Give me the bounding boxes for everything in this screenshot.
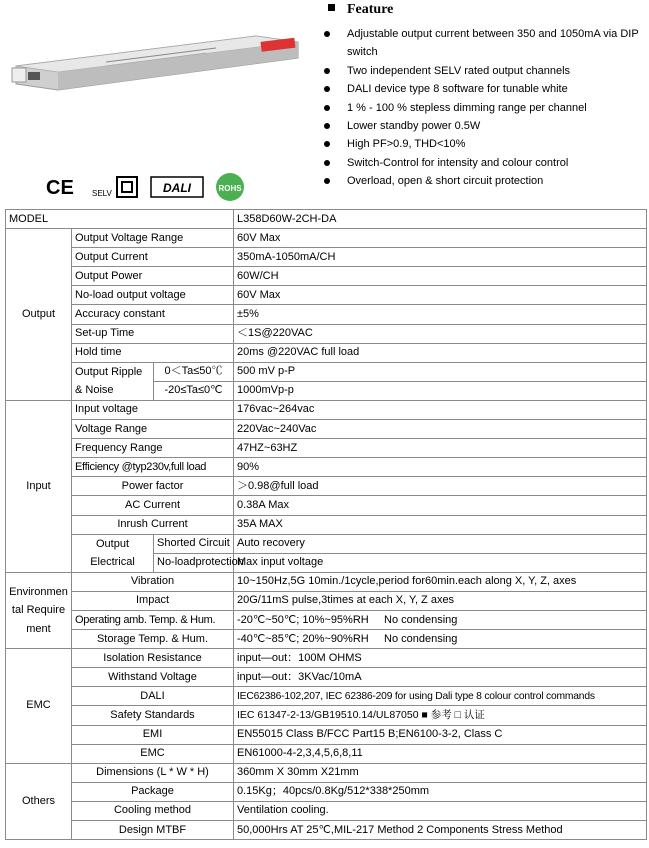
table-row	[6, 496, 647, 515]
bullet-icon	[324, 178, 330, 184]
table-row	[6, 343, 647, 362]
spec-label: EMI	[72, 725, 234, 744]
bullet-icon	[324, 31, 330, 37]
feature-title: Feature	[328, 2, 393, 18]
spec-label: Vibration	[72, 572, 234, 591]
spec-value: ＜1S@220VAC	[234, 324, 647, 343]
table-row	[6, 591, 647, 610]
spec-value: input—out：3KVac/10mA	[234, 668, 647, 687]
feature-item: Adjustable output current between 350 and 1050mA via DIP switch	[322, 25, 642, 62]
spec-value: EN61000-4-2,3,4,5,6,8,11	[234, 744, 647, 763]
spec-label: DALI	[72, 687, 234, 706]
table-row	[6, 801, 647, 820]
spec-value: ±5%	[234, 305, 647, 324]
protection-type: No-loadprotection	[154, 553, 234, 572]
spec-value: EN55015 Class B/FCC Part15 B;EN6100-3-2, Class C	[234, 725, 647, 744]
spec-label: Voltage Range	[72, 420, 234, 439]
spec-label: Accuracy constant	[72, 305, 234, 324]
table-row	[6, 821, 647, 840]
spec-label: Operating amb. Temp. & Hum.	[72, 610, 234, 629]
spec-label: Inrush Current	[72, 515, 234, 534]
spec-value: 20ms @220VAC full load	[234, 343, 647, 362]
ripple-condition: 0＜Ta≤50℃	[154, 362, 234, 381]
spec-label: Safety Standards	[72, 706, 234, 725]
table-row	[6, 248, 647, 267]
spec-value: 50,000Hrs AT 25℃,MIL-217 Method 2 Components Stress Method	[234, 821, 647, 840]
table-row	[6, 610, 647, 629]
feature-item: Switch-Control for intensity and colour control	[322, 154, 642, 172]
table-row	[6, 267, 647, 286]
table-row	[6, 400, 647, 419]
feature-item: High PF>0.9, THD<10%	[322, 135, 642, 153]
bullet-icon	[324, 123, 330, 129]
group-environmental: Environmental Requirement	[6, 572, 72, 648]
spec-label: No-load output voltage	[72, 286, 234, 305]
spec-value: 10~150Hz,5G 10min./1cycle,period for60min.each along X, Y, Z, axes	[234, 572, 647, 591]
feature-list	[322, 25, 642, 191]
table-row	[6, 362, 647, 381]
spec-value: 20G/11mS pulse,3times at each X, Y, Z axes	[234, 591, 647, 610]
ce-mark: CE	[46, 177, 74, 199]
table-row	[6, 477, 647, 496]
table-row	[6, 458, 647, 477]
bullet-icon	[324, 105, 330, 111]
table-row	[6, 668, 647, 687]
table-row	[6, 687, 647, 706]
spec-value: Auto recovery	[234, 534, 647, 553]
spec-value: 1000mVp-p	[234, 381, 647, 400]
spec-label: Design MTBF	[72, 821, 234, 840]
spec-label: Efficiency @typ230v,full load	[72, 458, 234, 477]
spec-value: 47HZ~63HZ	[234, 439, 647, 458]
spec-value: 0.15Kg；40pcs/0.8Kg/512*338*250mm	[234, 782, 647, 801]
table-row	[6, 305, 647, 324]
spec-label: Frequency Range	[72, 439, 234, 458]
spec-value: 60V Max	[234, 286, 647, 305]
spec-label: Output Voltage Range	[72, 229, 234, 248]
table-row	[6, 210, 647, 229]
table-row	[6, 515, 647, 534]
table-row	[6, 630, 647, 649]
table-row	[6, 725, 647, 744]
feature-item: Two independent SELV rated output channels	[322, 62, 642, 80]
table-row	[6, 229, 647, 248]
rohs-mark: ROHS	[218, 184, 242, 193]
table-row	[6, 534, 647, 553]
spec-label: Power factor	[72, 477, 234, 496]
model-value: L358D60W-2CH-DA	[234, 210, 647, 229]
group-output: Output	[6, 229, 72, 401]
spec-value: Max input voltage	[234, 553, 647, 572]
table-row	[6, 420, 647, 439]
table-row	[6, 649, 647, 668]
spec-label: Dimensions (L * W * H)	[72, 763, 234, 782]
spec-label: AC Current	[72, 496, 234, 515]
spec-label: Isolation Resistance	[72, 649, 234, 668]
table-row	[6, 572, 647, 591]
spec-value: 360mm X 30mm X21mm	[234, 763, 647, 782]
spec-label: Input voltage	[72, 400, 234, 419]
output-electrical-label: Output Electrical	[72, 534, 154, 572]
bullet-icon	[324, 141, 330, 147]
spec-label: Output Power	[72, 267, 234, 286]
spec-value: IEC 61347-2-13/GB19510.14/UL87050 ■ 参考 □ 认证	[234, 706, 647, 725]
table-row	[6, 744, 647, 763]
spec-value: Ventilation cooling.	[234, 801, 647, 820]
table-row	[6, 324, 647, 343]
table-row	[6, 782, 647, 801]
table-row	[6, 439, 647, 458]
bullet-icon	[324, 86, 330, 92]
spec-value: 500 mV p-P	[234, 362, 647, 381]
spec-value: -20℃~50℃; 10%~95%RH No condensing	[234, 610, 647, 629]
dali-mark: DALI	[163, 181, 191, 195]
feature-item: DALI device type 8 software for tunable white	[322, 80, 642, 98]
spec-value: ＞0.98@full load	[234, 477, 647, 496]
ripple-condition: -20≤Ta≤0℃	[154, 381, 234, 400]
spec-value: 90%	[234, 458, 647, 477]
led-driver-product-image	[6, 28, 316, 88]
spec-label: Package	[72, 782, 234, 801]
header-area	[0, 0, 649, 208]
feature-item: Overload, open & short circuit protection	[322, 172, 642, 190]
spec-label: Hold time	[72, 343, 234, 362]
spec-value: 350mA-1050mA/CH	[234, 248, 647, 267]
bullet-icon	[324, 160, 330, 166]
group-others: Others	[6, 763, 72, 839]
model-label: MODEL	[6, 210, 234, 229]
spec-label: Withstand Voltage	[72, 668, 234, 687]
specification-table	[5, 209, 647, 840]
spec-value: 35A MAX	[234, 515, 647, 534]
spec-value: 176vac~264vac	[234, 400, 647, 419]
spec-label: Set-up Time	[72, 324, 234, 343]
square-bullet-icon	[328, 4, 335, 11]
feature-item: Lower standby power 0.5W	[322, 117, 642, 135]
spec-value: -40℃~85℃; 20%~90%RH No condensing	[234, 630, 647, 649]
spec-value: 0.38A Max	[234, 496, 647, 515]
spec-value: 220Vac~240Vac	[234, 420, 647, 439]
spec-label: Output Current	[72, 248, 234, 267]
spec-label: Impact	[72, 591, 234, 610]
table-row	[6, 763, 647, 782]
group-input: Input	[6, 400, 72, 572]
table-row	[6, 286, 647, 305]
group-emc: EMC	[6, 649, 72, 764]
spec-value: 60V Max	[234, 229, 647, 248]
ripple-label: Output Ripple & Noise	[72, 362, 154, 400]
feature-item: 1 % - 100 % stepless dimming range per channel	[322, 99, 642, 117]
spec-value: input—out：100M OHMS	[234, 649, 647, 668]
certification-logos	[44, 172, 254, 204]
spec-value: 60W/CH	[234, 267, 647, 286]
selv-mark: SELV	[92, 189, 112, 198]
spec-label: Storage Temp. & Hum.	[72, 630, 234, 649]
table-row	[6, 706, 647, 725]
protection-type: Shorted Circuit	[154, 534, 234, 553]
spec-label: Cooling method	[72, 801, 234, 820]
bullet-icon	[324, 68, 330, 74]
spec-label: EMC	[72, 744, 234, 763]
spec-value: IEC62386-102,207, IEC 62386-209 for using Dali type 8 colour control commands	[234, 687, 647, 706]
